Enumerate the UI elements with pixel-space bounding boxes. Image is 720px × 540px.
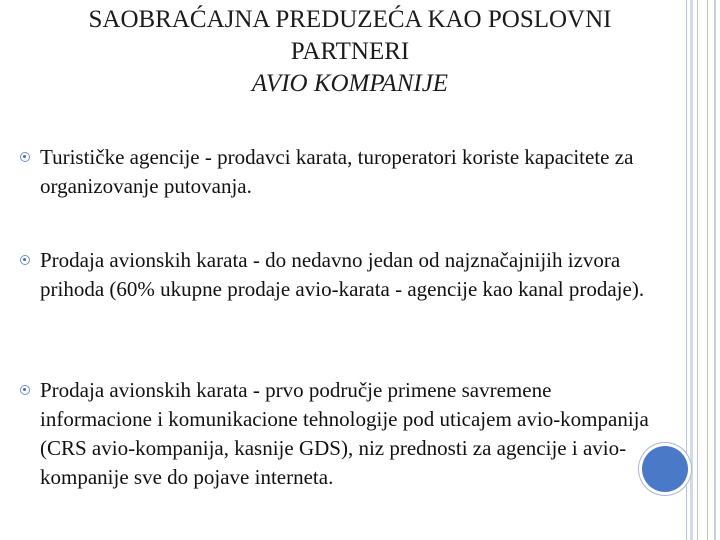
ring-bullet-icon (20, 152, 30, 162)
bullet-item (18, 246, 668, 304)
bullet-text: Turističke agencije - prodavci karata, turoperatori koriste kapacitete za organizovanje putovanja. (40, 145, 634, 198)
title-line-1: SAOBRAĆAJNA PREDUZEĆA KAO POSLOVNI (88, 6, 612, 33)
blue-circle-decoration-icon (642, 446, 688, 492)
bullet-item (18, 143, 668, 201)
ring-bullet-icon (20, 255, 30, 265)
title-line-2: PARTNERI (290, 38, 410, 65)
bullet-text: Prodaja avionskih karata - do nedavno jedan od najznačajnijih izvora prihoda (60% ukupne prodaje avio-karata - agencije kao kanal prodaje). (40, 248, 645, 301)
bullet-item (18, 376, 668, 492)
frame-line (707, 0, 708, 540)
frame-line (714, 0, 716, 540)
ring-bullet-icon (20, 385, 30, 395)
slide-subtitle: AVIO KOMPANIJE (251, 70, 449, 97)
bullet-text: Prodaja avionskih karata - prvo područje primene savremene informacione i komunikacione tehnologije pod uticajem avio-kompanija (CRS avio-kompanija, kasnije GDS), niz prednosti za agencije i avio-kompanije sve do pojave interneta. (40, 378, 649, 489)
slide-title (0, 4, 700, 100)
